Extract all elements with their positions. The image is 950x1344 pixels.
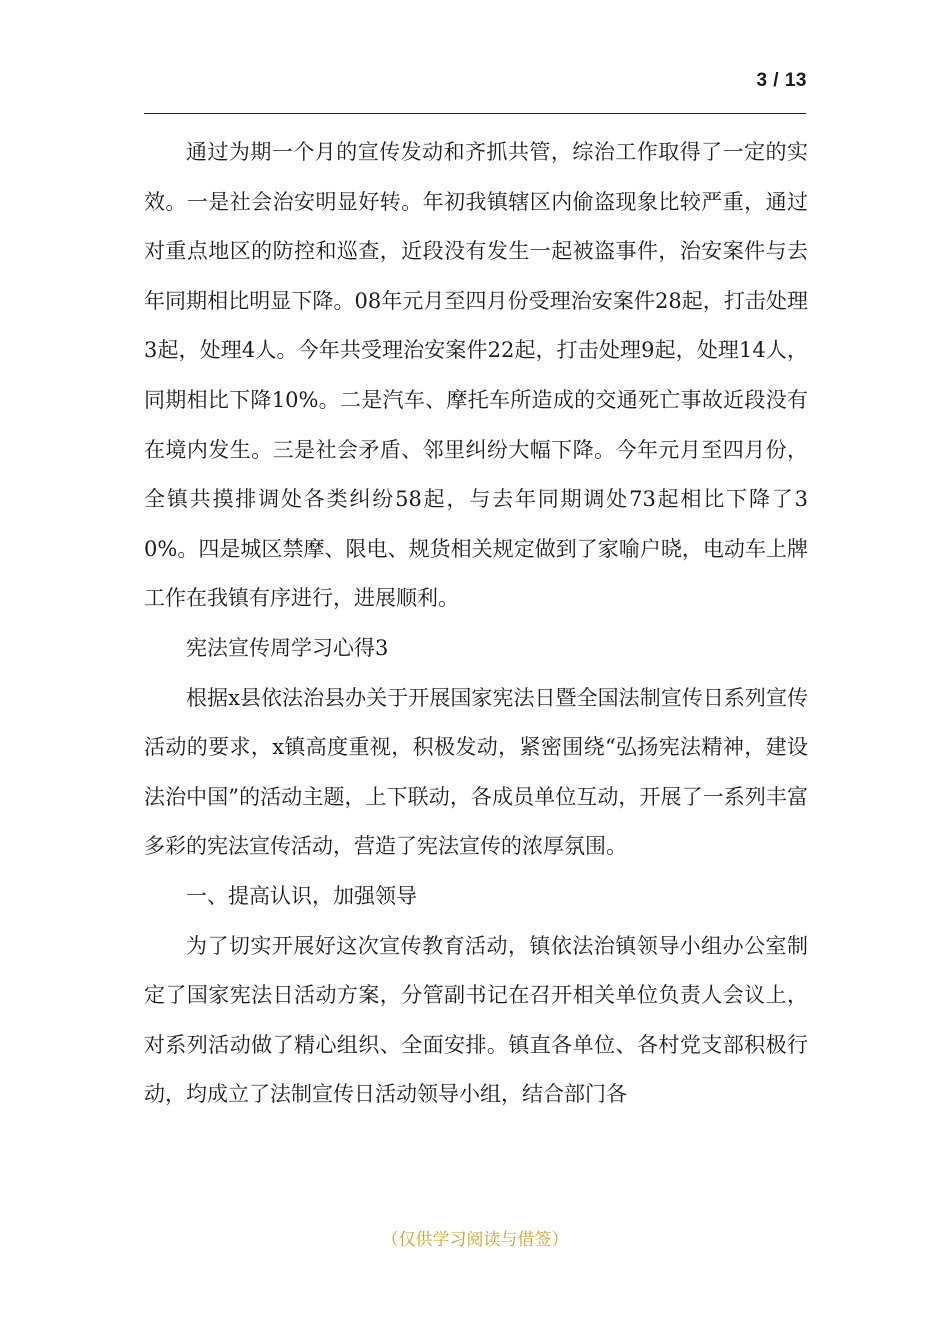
paragraph-results: 通过为期一个月的宣传发动和齐抓共管，综治工作取得了一定的实效。一是社会治安明显好转。年初我镇辖区内偷盗现象比较严重，通过对重点地区的防控和巡查，近段没有发生一起被盗事件，治安案件与去年同期相比明显下降。08年元月至四月份受理治安案件28起，打击处理3起，处理4人。今年共受理治安案件22起，打击处理9起，处理14人，同期相比下降10%。二是汽车、摩托车所造成的交通死亡事故近段没有在境内发生。三是社会矛盾、邻里纠纷大幅下降。今年元月至四月份，全镇共摸排调处各类纠纷58起，与去年同期调处73起相比下降了30%。四是城区禁摩、限电、规货相关规定做到了家喻户晓，电动车上牌工作在我镇有序进行，进展顺利。 — [144, 140, 808, 611]
section-heading-leadership: 一、提高认识，加强领导 — [186, 883, 417, 908]
page-number: 3 / 13 — [756, 70, 807, 91]
section-title: 宪法宣传周学习心得3 — [186, 635, 389, 660]
footer-note: （仅供学习阅读与借签） — [381, 1230, 569, 1250]
document-body — [144, 128, 808, 1120]
header-divider — [144, 113, 806, 114]
paragraph-intro: 根据x县依法治县办关于开展国家宪法日暨全国法制宣传日系列宣传活动的要求，x镇高度重视，积极发动，紧密围绕“弘扬宪法精神，建设法治中国”的活动主题，上下联动，各成员单位互动，开展了一系列丰富多彩的宪法宣传活动，营造了宪法宣传的浓厚氛围。 — [144, 685, 808, 859]
paragraph-leadership: 为了切实开展好这次宣传教育活动，镇依法治镇领导小组办公室制定了国家宪法日活动方案，分管副书记在召开相关单位负责人会议上，对系列活动做了精心组织、全面安排。镇直各单位、各村党支部积极行动，均成立了法制宣传日活动领导小组，结合部门各 — [144, 933, 808, 1107]
